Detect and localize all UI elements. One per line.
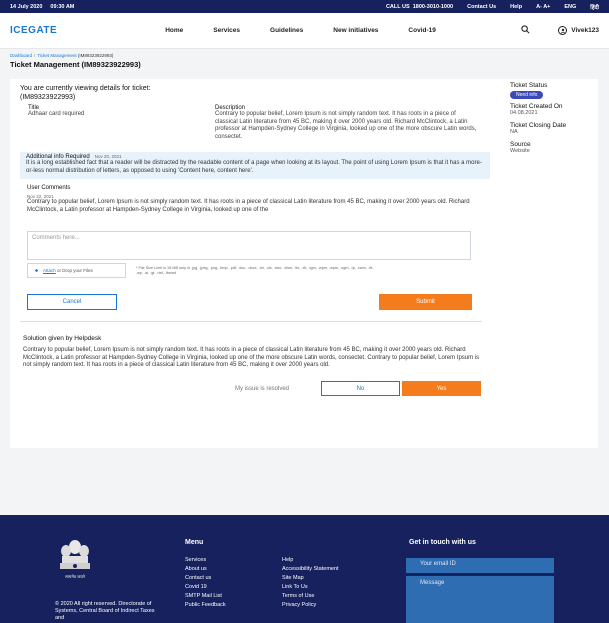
nav-services[interactable]: Services	[213, 27, 241, 34]
drop-files-text: or Drop your Files	[57, 268, 93, 273]
icegate-logo[interactable]: ICEGATE	[10, 25, 58, 36]
breadcrumb-current: (IM89323922993)	[77, 53, 114, 58]
emblem-motto: सत्यमेव जयते	[65, 574, 85, 579]
resolved-question: My issue is resolved	[235, 386, 290, 392]
footer	[0, 515, 609, 623]
top-utility-bar	[0, 0, 609, 13]
footer-email-input[interactable]: Your email ID	[406, 558, 554, 573]
ticket-description-block	[215, 105, 477, 141]
title-value: Adhaar card required	[28, 111, 85, 117]
solution-label: Solution given by Helpdesk	[23, 335, 102, 342]
emblem-icon	[55, 538, 95, 588]
ticket-id: (IM89323922993)	[20, 94, 76, 101]
cancel-button[interactable]: Cancel	[27, 294, 117, 310]
font-size-toggle[interactable]: A- A+	[536, 3, 551, 10]
helpdesk-solution-block	[23, 335, 483, 370]
username: Vivek123	[571, 27, 599, 34]
file-attach-dropzone[interactable]	[27, 263, 126, 278]
title-label: Title	[28, 105, 40, 111]
page-title: Ticket Management (IM89323922993)	[10, 60, 141, 69]
footer-link-smtp[interactable]: SMTP Mail List	[185, 593, 222, 599]
footer-link-help[interactable]: Help	[282, 557, 294, 563]
footer-menu-col1	[185, 557, 226, 608]
viewing-header: You are currently viewing details for ticket: (IM89323922993)	[20, 85, 151, 101]
user-icon	[558, 26, 567, 35]
nav-home[interactable]: Home	[165, 27, 184, 34]
nav-guidelines[interactable]: Guidelines	[270, 27, 304, 34]
created-value: 04.08.2021	[510, 110, 538, 116]
footer-link-contact[interactable]: Contact us	[185, 575, 212, 581]
main-nav	[0, 13, 609, 49]
get-in-touch-title: Get in touch with us	[409, 539, 476, 546]
breadcrumb-ticket-management[interactable]: Ticket Management	[37, 53, 77, 58]
description-value: Contrary to popular belief, Lorem Ipsum is not simply random text. It has roots in a piece of classical Latin literature from 45 BC, making it over 2000 years old. Richard McClintock, a Latin professor at Hampden-Sydney College in Virginia, looked up one of the more obscure Latin words, consectet.	[215, 111, 477, 140]
copyright-text: © 2020 All right reserved. Directorate of Systems, Central Board of Indirect Taxes and	[55, 601, 155, 621]
user-comments-block	[27, 185, 487, 214]
ticket-sidebar	[510, 82, 595, 160]
submit-button[interactable]: Submit	[379, 294, 472, 310]
footer-menu-title: Menu	[185, 539, 204, 546]
additional-info-label: Additional info Required	[26, 154, 90, 160]
contact-us-link[interactable]: Contact Us	[467, 3, 497, 10]
user-menu[interactable]	[558, 26, 599, 35]
ticket-title-block	[28, 105, 84, 119]
divider	[20, 321, 482, 322]
created-label: Ticket Created On	[510, 103, 563, 110]
footer-link-accessibility[interactable]: Accessibility Statement	[282, 566, 339, 572]
footer-link-terms[interactable]: Terms of Use	[282, 593, 315, 599]
lang-en[interactable]: ENG	[564, 3, 577, 10]
date-time	[10, 4, 74, 10]
footer-link-privacy[interactable]: Privacy Policy	[282, 602, 317, 608]
phone-number[interactable]: 1800-3010-1000	[412, 3, 454, 10]
additional-info-panel	[20, 152, 490, 179]
footer-link-sitemap[interactable]: Site Map	[282, 575, 304, 581]
ticket-details-card	[10, 79, 598, 448]
search-icon[interactable]	[521, 25, 530, 36]
call-us-label: CALL US 1800-3010-1000	[385, 3, 454, 10]
status-badge: Need info	[510, 91, 543, 99]
solution-text: Contrary to popular belief, Lorem Ipsum is not simply random text. It has roots in a piece of classical Latin literature from 45 BC, making it over 2000 years old. Richard McClintock, a Latin professor at Hampden-Sydney College in Virginia, looked up one of the more obscure Latin words, consectet. Contrary to popular belief, Lorem Ipsum is not simply random text. It has roots in a piece of classical Latin literature from 45 BC, making it over 2000 years old.	[23, 347, 480, 368]
user-comments-label: User Comments	[27, 185, 71, 191]
attach-icon	[34, 268, 39, 274]
resolved-yes-button[interactable]: Yes	[402, 381, 481, 396]
footer-link-services[interactable]: Services	[185, 557, 207, 563]
footer-link-link-to-us[interactable]: Link To Us	[282, 584, 308, 590]
user-comments-date: Nov 22, 2021	[27, 194, 54, 199]
footer-link-feedback[interactable]: Public Feedback	[185, 602, 226, 608]
closing-value: NA	[510, 129, 518, 135]
file-size-note: * File Size Limit is 15 MB only in .jpg, .jpeg, .png, .bmp, .pdf, .doc, .docx, .txt, .xls, .xlsx, .xlsm, .ttx, .xlt, .tgm, .wpm, .wpm, .sgm, .tp, .cwm, .rtt, .wp, .ai, .gt, .rtst, .lbsmd	[136, 266, 374, 275]
attach-link[interactable]: Attach	[43, 268, 56, 273]
resolved-no-button[interactable]: No	[321, 381, 400, 396]
closing-label: Ticket Closing Date	[510, 122, 567, 129]
nav-covid[interactable]: Covid-19	[408, 27, 436, 34]
lang-hi[interactable]: हिंदी	[590, 4, 599, 11]
user-comments-text: Contrary to popular belief, Lorem Ipsum is not simply random text. It has roots in a piece of classical Latin literature from 45 BC, making it over 2000 years old. Richard McClintock, a Latin professor at Hampden-Sydney College in Virginia, looked up one of the	[27, 199, 470, 213]
additional-info-date: Nov 20, 2021	[94, 154, 122, 159]
breadcrumb-dashboard[interactable]: Dashboard	[10, 53, 33, 58]
status-label: Ticket Status	[510, 82, 548, 89]
current-time: 09:30 AM	[50, 3, 75, 10]
source-label: Source	[510, 141, 531, 148]
breadcrumb: Dashboard / Ticket Management (IM89323922993)	[10, 53, 114, 58]
footer-menu-col2	[282, 557, 339, 608]
comment-input[interactable]: Comments here...	[27, 231, 471, 260]
source-value: Website	[510, 148, 530, 154]
footer-link-covid[interactable]: Covid 19	[185, 584, 207, 590]
help-link[interactable]: Help	[510, 3, 523, 10]
nav-new-initiatives[interactable]: New initiatives	[333, 27, 379, 34]
additional-info-text: It is a long established fact that a reader will be distracted by the readable content of a page when looking at its layout. The point of using Lorem Ipsum is that it has a more-or-less normal distribution of letters, as opposed to using 'Content here, content here'.	[26, 160, 482, 174]
footer-link-about[interactable]: About us	[185, 566, 207, 572]
current-date: 14 July 2020	[10, 3, 43, 10]
description-label: Description	[215, 105, 246, 111]
footer-message-input[interactable]: Message	[406, 576, 554, 623]
